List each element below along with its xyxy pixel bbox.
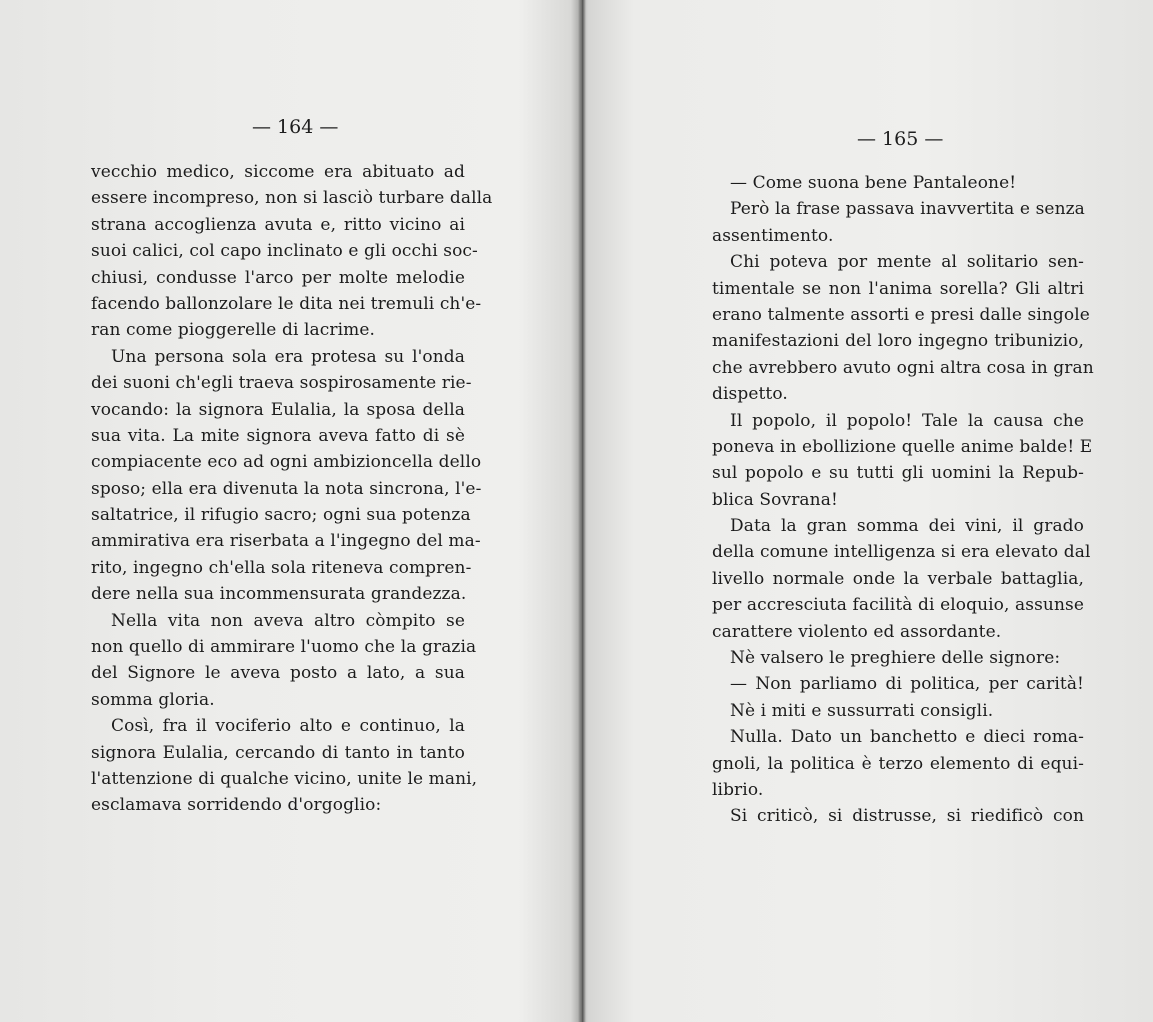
text-line: dei suoni ch'egli traeva sospirosamente rie-: [91, 373, 472, 394]
right-page-text: [712, 170, 1094, 830]
text-line: blica Sovrana!: [712, 489, 838, 510]
text-line: compiacente eco ad ogni ambizioncella dello: [91, 452, 482, 473]
text-line: l'attenzione di qualche vicino, unite le mani,: [91, 768, 478, 789]
text-line: manifestazioni del loro ingegno tribunizio,: [712, 331, 1084, 352]
text-line: vecchio medico, siccome era abituato ad: [91, 162, 465, 182]
text-line: della comune intelligenza si era elevato dal: [712, 542, 1091, 563]
text-line: — Non parliamo di politica, per carità!: [730, 674, 1084, 695]
page-number-right: — 165 —: [857, 128, 944, 150]
text-line: sua vita. La mite signora aveva fatto di sè: [91, 425, 465, 446]
text-line: Nella vita non aveva altro còmpito se: [111, 610, 465, 631]
text-line: che avrebbero avuto ogni altra cosa in gran: [712, 357, 1094, 378]
text-line: librio.: [712, 779, 764, 800]
text-line: sul popolo e su tutti gli uomini la Repub-: [712, 463, 1084, 484]
text-line: facendo ballonzolare le dita nei tremuli ch'e-: [91, 293, 482, 314]
text-line: chiusi, condusse l'arco per molte melodie: [91, 267, 465, 288]
text-line: Però la frase passava inavvertita e senza: [730, 199, 1085, 220]
text-line: somma gloria.: [91, 689, 215, 710]
text-line: per accresciuta facilità di eloquio, assunse: [712, 595, 1084, 616]
text-line: signora Eulalia, cercando di tanto in tanto: [91, 742, 465, 763]
text-line: del Signore le aveva posto a lato, a sua: [91, 663, 465, 684]
text-line: gnoli, la politica è terzo elemento di equi-: [712, 753, 1084, 774]
text-line: livello normale onde la verbale battaglia,: [712, 568, 1084, 589]
text-line: esclamava sorridendo d'orgoglio:: [91, 795, 382, 816]
text-line: Nè i miti e sussurrati consigli.: [730, 700, 994, 721]
text-line: Si criticò, si distrusse, si riedificò con: [730, 806, 1084, 827]
text-line: assentimento.: [712, 225, 834, 246]
text-line: essere incompreso, non si lasciò turbare dalla: [91, 188, 493, 209]
text-line: saltatrice, il rifugio sacro; ogni sua potenza: [91, 505, 471, 526]
text-line: Chi poteva por mente al solitario sen-: [730, 252, 1084, 273]
text-line: poneva in ebollizione quelle anime balde! E: [712, 436, 1093, 457]
text-line: Così, fra il vociferio alto e continuo, la: [111, 716, 465, 737]
left-page-text: [91, 159, 493, 819]
text-line: Nulla. Dato un banchetto e dieci roma-: [730, 727, 1084, 748]
book-gutter: [578, 0, 586, 1022]
text-line: vocando: la signora Eulalia, la sposa della: [91, 399, 465, 420]
page-number-left: — 164 —: [252, 116, 339, 138]
text-line: Una persona sola era protesa su l'onda: [111, 346, 465, 367]
text-line: — Come suona bene Pantaleone!: [730, 173, 1017, 193]
text-line: strana accoglienza avuta e, ritto vicino ai: [91, 214, 465, 235]
text-line: ammirativa era riserbata a l'ingegno del ma-: [91, 531, 481, 552]
text-line: Nè valsero le preghiere delle signore:: [730, 648, 1061, 669]
text-line: dere nella sua incommensurata grandezza.: [91, 584, 467, 605]
text-line: Data la gran somma dei vini, il grado: [730, 516, 1084, 537]
text-line: timentale se non l'anima sorella? Gli altri: [712, 278, 1084, 299]
text-line: non quello di ammirare l'uomo che la grazia: [91, 637, 477, 658]
text-line: suoi calici, col capo inclinato e gli occhi soc-: [91, 241, 478, 262]
right-page: [586, 0, 1153, 1022]
text-line: rito, ingegno ch'ella sola riteneva compren-: [91, 557, 472, 578]
text-line: erano talmente assorti e presi dalle singole: [712, 304, 1090, 325]
text-line: sposo; ella era divenuta la nota sincrona, l'e-: [91, 478, 482, 499]
text-line: Il popolo, il popolo! Tale la causa che: [730, 410, 1084, 431]
text-line: ran come pioggerelle di lacrime.: [91, 320, 376, 341]
text-line: carattere violento ed assordante.: [712, 621, 1002, 642]
text-line: dispetto.: [712, 384, 788, 405]
